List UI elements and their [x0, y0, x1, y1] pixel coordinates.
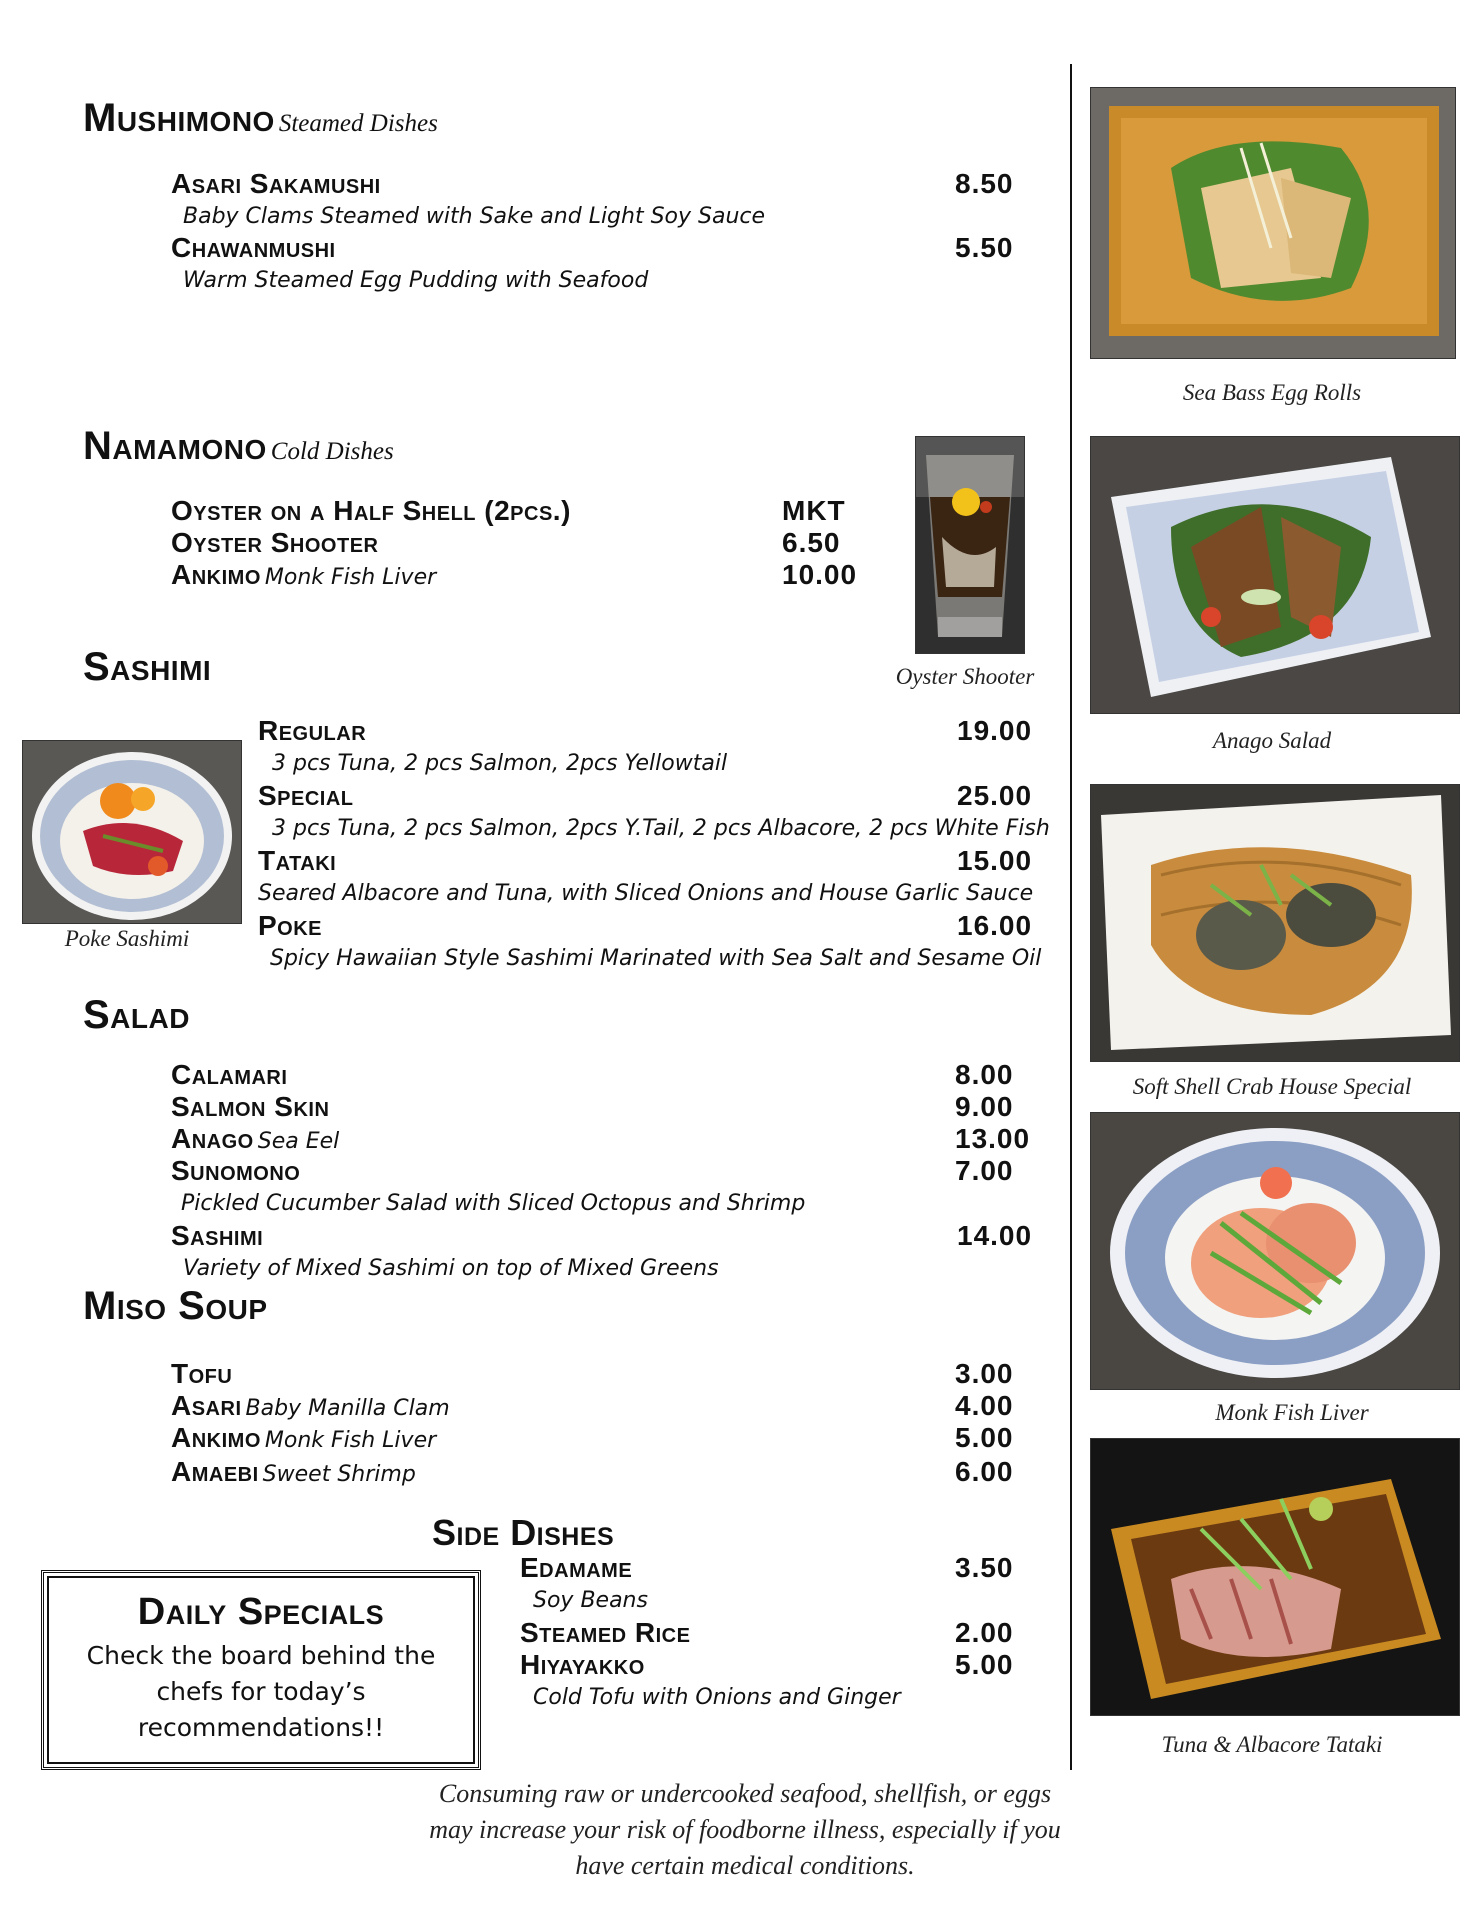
sashimi-heading: Sashimi: [83, 645, 212, 689]
menu-item-name: Special: [258, 780, 354, 811]
menu-item-price: 13.00: [955, 1123, 1031, 1154]
daily-specials-text: Check the board behind the chefs for today’s recommendations!!: [86, 1641, 436, 1742]
menu-item: [171, 1422, 436, 1454]
menu-item-price: 4.00: [955, 1390, 1014, 1421]
menu-item-name: Sashimi: [171, 1220, 264, 1251]
menu-item: [171, 1456, 416, 1488]
tuna-albacore-tataki-photo: [1090, 1438, 1460, 1716]
menu-item-name: Regular: [258, 715, 367, 746]
soft-shell-crab-photo: [1090, 784, 1460, 1062]
monk-fish-liver-photo: [1090, 1112, 1460, 1390]
menu-item-price: 19.00: [957, 715, 1033, 746]
photo-caption: Sea Bass Egg Rolls: [1182, 380, 1362, 405]
anago-salad-photo: [1090, 436, 1460, 714]
menu-item-name: Tofu: [171, 1358, 233, 1389]
menu-item-price: MKT: [782, 495, 846, 526]
side-dishes-heading: Side Dishes: [432, 1512, 615, 1553]
menu-item-price: 8.00: [955, 1059, 1014, 1090]
photo-caption: Anago Salad: [1212, 728, 1332, 753]
column-divider: [1070, 64, 1072, 1770]
menu-item-name: Calamari: [171, 1059, 288, 1090]
menu-item-price: 6.00: [955, 1456, 1014, 1487]
daily-specials-title: Daily Specials: [137, 1591, 385, 1633]
mushimono-heading: [83, 96, 438, 141]
menu-item-name: Amaebi: [171, 1456, 259, 1487]
menu-item-name: Oyster Shooter: [171, 527, 379, 558]
salad-heading: Salad: [83, 993, 190, 1037]
menu-item-name: Steamed Rice: [520, 1617, 691, 1648]
menu-item-name: Ankimo: [171, 1422, 261, 1453]
menu-item-price: 5.00: [955, 1422, 1014, 1453]
menu-item-price: 15.00: [957, 845, 1033, 876]
menu-item-name: Anago: [171, 1123, 254, 1154]
menu-item-description: Warm Steamed Egg Pudding with Seafood: [183, 268, 649, 293]
menu-item-note: Sweet Shrimp: [262, 1462, 416, 1487]
menu-item-description: Soy Beans: [533, 1588, 648, 1613]
photo-caption: Tuna & Albacore Tataki: [1161, 1732, 1383, 1757]
oyster-shooter-photo: [915, 436, 1025, 654]
menu-item-price: 16.00: [957, 910, 1033, 941]
menu-item-price: 8.50: [955, 168, 1014, 199]
photo-caption: Monk Fish Liver: [1215, 1400, 1369, 1425]
menu-item-price: 9.00: [955, 1091, 1014, 1122]
menu-item-price: 5.50: [955, 232, 1014, 263]
menu-item: [171, 1390, 450, 1422]
menu-item-description: Variety of Mixed Sashimi on top of Mixed Greens: [183, 1256, 719, 1281]
menu-item-price: 6.50: [782, 527, 841, 558]
menu-item-description: Seared Albacore and Tuna, with Sliced Onions and House Garlic Sauce: [258, 881, 1034, 906]
menu-item-description: Cold Tofu with Onions and Ginger: [533, 1685, 901, 1710]
menu-item-price: 2.00: [955, 1617, 1014, 1648]
menu-item-name: Sunomono: [171, 1155, 301, 1186]
menu-item-name: Asari Sakamushi: [171, 168, 381, 199]
menu-item-description: 3 pcs Tuna, 2 pcs Salmon, 2pcs Y.Tail, 2 pcs Albacore, 2 pcs White Fish: [272, 816, 1050, 841]
mushimono-subtitle: Steamed Dishes: [278, 110, 438, 137]
menu-item-name: Ankimo: [171, 559, 261, 590]
menu-item-name: Salmon Skin: [171, 1091, 330, 1122]
menu-item: [171, 1123, 339, 1155]
menu-item-price: 7.00: [955, 1155, 1014, 1186]
namamono-heading: [83, 424, 394, 469]
photo-caption: Poke Sashimi: [64, 926, 190, 951]
menu-item-name: Hiyayakko: [520, 1649, 645, 1680]
menu-item-note: Monk Fish Liver: [264, 565, 437, 590]
photo-caption: Oyster Shooter: [895, 664, 1035, 689]
mushimono-title: Mushimono: [83, 96, 275, 140]
menu-item-name: Tataki: [258, 845, 337, 876]
menu-item-price: 5.00: [955, 1649, 1014, 1680]
food-safety-disclaimer: Consuming raw or undercooked seafood, shellfish, or eggs may increase your risk of foodborne illness, especially if you have certain medical conditions.: [429, 1779, 1061, 1880]
menu-item-name: Asari: [171, 1390, 242, 1421]
menu-item-description: Baby Clams Steamed with Sake and Light Soy Sauce: [183, 204, 766, 229]
menu-item-note: Sea Eel: [257, 1129, 340, 1154]
menu-item-price: 3.50: [955, 1552, 1014, 1583]
poke-sashimi-photo: [22, 740, 242, 924]
menu-item-name: Edamame: [520, 1552, 633, 1583]
menu-item: [171, 559, 436, 591]
menu-item-note: Monk Fish Liver: [264, 1428, 437, 1453]
menu-item-name: Chawanmushi: [171, 232, 336, 263]
menu-item-price: 3.00: [955, 1358, 1014, 1389]
menu-item-price: 14.00: [957, 1220, 1033, 1251]
miso-soup-heading: Miso Soup: [83, 1284, 268, 1328]
menu-item-description: 3 pcs Tuna, 2 pcs Salmon, 2pcs Yellowtail: [272, 751, 728, 776]
menu-item-name: Poke: [258, 910, 323, 941]
menu-item-price: 25.00: [957, 780, 1033, 811]
sea-bass-egg-rolls-photo: [1090, 87, 1456, 359]
menu-item-note: Baby Manilla Clam: [245, 1396, 450, 1421]
daily-specials-box: [41, 1570, 481, 1770]
menu-item-description: Spicy Hawaiian Style Sashimi Marinated with Sea Salt and Sesame Oil: [270, 946, 1042, 971]
menu-item-description: Pickled Cucumber Salad with Sliced Octopus and Shrimp: [181, 1191, 806, 1216]
menu-item-name: Oyster on a Half Shell (2pcs.): [171, 495, 571, 526]
namamono-title: Namamono: [83, 424, 267, 468]
namamono-subtitle: Cold Dishes: [270, 438, 394, 465]
photo-caption: Soft Shell Crab House Special: [1132, 1074, 1412, 1099]
menu-item-price: 10.00: [782, 559, 858, 590]
